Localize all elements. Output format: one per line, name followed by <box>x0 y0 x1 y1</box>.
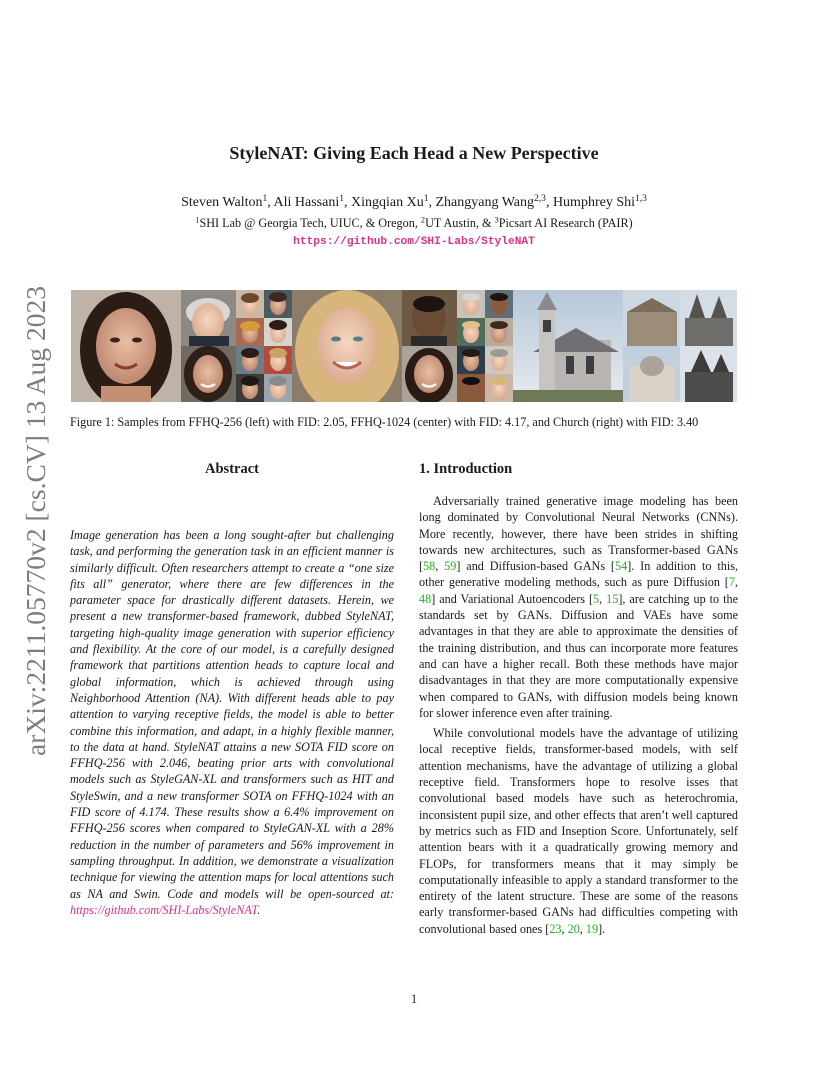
intro-text-run: , <box>734 575 738 590</box>
author: Xingqian Xu <box>351 195 424 210</box>
arxiv-watermark <box>18 282 52 756</box>
citation-link[interactable]: 48 <box>419 591 432 606</box>
ffhq1024-face-large <box>292 290 402 402</box>
citation-link[interactable]: 58 <box>423 559 436 574</box>
author: Steven Walton <box>181 195 263 210</box>
ffhq1024-face-small <box>402 346 457 402</box>
introduction-text <box>419 493 738 937</box>
introduction-heading: 1. Introduction <box>419 461 513 477</box>
intro-text-run: ]. In addition to this, other generative modeling methods, such as pure Diffusion [ <box>419 559 738 590</box>
affil-text: UT Austin, & <box>425 216 495 230</box>
affil-sup: 3 <box>494 215 499 225</box>
author-affil-sup: 1 <box>339 193 344 204</box>
ffhq256-face-tiny-grid <box>236 290 292 402</box>
ffhq1024-face-small <box>402 290 457 346</box>
intro-text-run: ]. <box>598 921 606 936</box>
intro-paragraph-1 <box>419 493 738 721</box>
intro-text-run: ] and Variational Autoencoders [ <box>431 591 594 606</box>
intro-paragraph-2 <box>419 725 738 937</box>
author-affil-sup: 1 <box>262 193 268 204</box>
abstract-body: Image generation has been a long sought-after but challenging task, and performing the generation task in an efficient manner is similarly difficult. Often researchers attempt to create a “one size fits all” generator, where there are few differences in the parameter space for drastically different datasets. Herein, we present a new transformer-based framework, dubbed StyleNAT, targeting high-quality image generation with superior efficiency and flexibility. At the core of our model, is a carefully designed framework that partitions attention heads to capture local and global information, which is achieved through using Neighborhood Attention (NA). With different heads able to pay attention to varying receptive fields, the model is able to better combine this information, and adapt, in a highly flexible manner, to the data at hand. StyleNAT attains a new SOTA FID score on FFHQ-256 with 2.046, beating prior arts with convolutional models such as StyleGAN-XL and transformers such as HIT and StyleSwin, and a new transformer SOTA on FFHQ-1024 with an FID score of 4.174. These results show a 6.4% improvement on FFHQ-256 scores when compared to StyleGAN-XL with a 28% reduction in the number of parameters and 56% improvement in sampling throughput. In addition, we demonstrate a visualization technique for viewing the attention maps for local attentions such as NA and Swin. Code and models will be open-sourced at: <box>70 528 394 901</box>
intro-text-run: While convolutional models have the advantage of utilizing local receptive fields, transformer-based models, with self attention mechanisms, have the advantage of utilizing a global receptive field. Transformers hope to resolve isses that convolutional based models have such as heterochromia, inconsistent pupil size, and other effects that aren’t well captured by metrics such as FID and Inseption Score. Unfortunately, self attention bears with it a quadratically growing memory and FLOPs, for transformers means that it may simply be computationally infeasible to apply a standard transformer to the entirety of the latent structure. These are some of the reasons early transformer-based GANs had difficulties competing with convolutional based ones [ <box>419 726 738 936</box>
citation-link[interactable]: 20 <box>567 921 580 936</box>
intro-text-run: ], are catching up to the standards set by GANs. Diffusion and VAEs have some advantages in that they are able to approximate the densities of the training distribution, and thus can incorporate more features and can have a higher recall. Both these methods have major disadvantages in that they are more computationally expensive when compared to GANs, with diffusion models being known for slower inference even after training. <box>419 591 738 720</box>
citation-link[interactable]: 23 <box>549 921 562 936</box>
intro-text-run: , <box>561 921 568 936</box>
intro-text-run: , <box>435 559 445 574</box>
affiliations <box>0 216 828 231</box>
intro-text-run: , <box>599 591 607 606</box>
abstract-end: . <box>257 902 261 917</box>
figure-sample-grid <box>71 290 737 402</box>
citation-link[interactable]: 19 <box>585 921 599 936</box>
intro-text-run: Adversarially trained generative image modeling has been long dominated by Convolutional Neural Networks (CNNs). More recently, however, there have been strides in shifting towards new architectures, such as Transformer-based GANs [ <box>419 494 738 574</box>
author-affil-sup: 1 <box>423 193 429 204</box>
author: Ali Hassani <box>273 195 340 210</box>
author: Humphrey Shi <box>552 195 635 210</box>
citation-link[interactable]: 7 <box>728 575 735 590</box>
author-list: Steven Walton$^1$, Ali Hassani$^1$, Xingqian Xu$^1$, Zhangyang Wang$^{2,3}$, Humphrey Shi$^{1,3}$ <box>181 193 647 210</box>
author-affil-sup: 2,3 <box>534 193 546 204</box>
intro-text-run: ] and Diffusion-based GANs [ <box>456 559 615 574</box>
affil-sup: 2 <box>420 215 426 225</box>
citation-link[interactable]: 59 <box>444 559 457 574</box>
repo-link[interactable]: https://github.com/SHI-Labs/StyleNAT <box>293 236 535 248</box>
citation-link[interactable]: 54 <box>615 559 628 574</box>
ffhq256-face-small <box>181 290 236 346</box>
arxiv-watermark-text: arXiv:2211.05770v2 [cs.CV] 13 Aug 2023 <box>21 295 51 756</box>
church-sample-large <box>513 290 623 402</box>
figure-caption: Figure 1: Samples from FFHQ-256 (left) with FID: 2.05, FFHQ-1024 (center) with FID: 4.17, and Church (right) with FID: 3.40 <box>70 415 699 429</box>
abstract-text <box>70 527 394 918</box>
church-sample-small-grid <box>623 290 737 402</box>
citation-link[interactable]: 15 <box>606 591 619 606</box>
page-number: 1 <box>410 992 418 1006</box>
abstract-code-link[interactable]: https://github.com/SHI-Labs/StyleNAT <box>70 902 258 917</box>
citation-link[interactable]: 5 <box>593 591 600 606</box>
affil-sup: 1 <box>195 215 200 225</box>
ffhq256-face-small <box>181 346 236 402</box>
paper-title: StyleNAT: Giving Each Head a New Perspective <box>229 143 599 163</box>
author: Zhangyang Wang <box>435 195 535 210</box>
intro-text-run: , <box>579 921 586 936</box>
abstract-heading: Abstract <box>205 461 259 477</box>
affil-text: SHI Lab @ Georgia Tech, UIUC, & Oregon, <box>199 216 421 230</box>
affil-text: Picsart AI Research (PAIR) <box>498 216 633 230</box>
ffhq1024-face-tiny-grid <box>457 290 513 402</box>
ffhq256-face-large <box>71 290 181 402</box>
author-affil-sup: 1,3 <box>635 193 647 204</box>
